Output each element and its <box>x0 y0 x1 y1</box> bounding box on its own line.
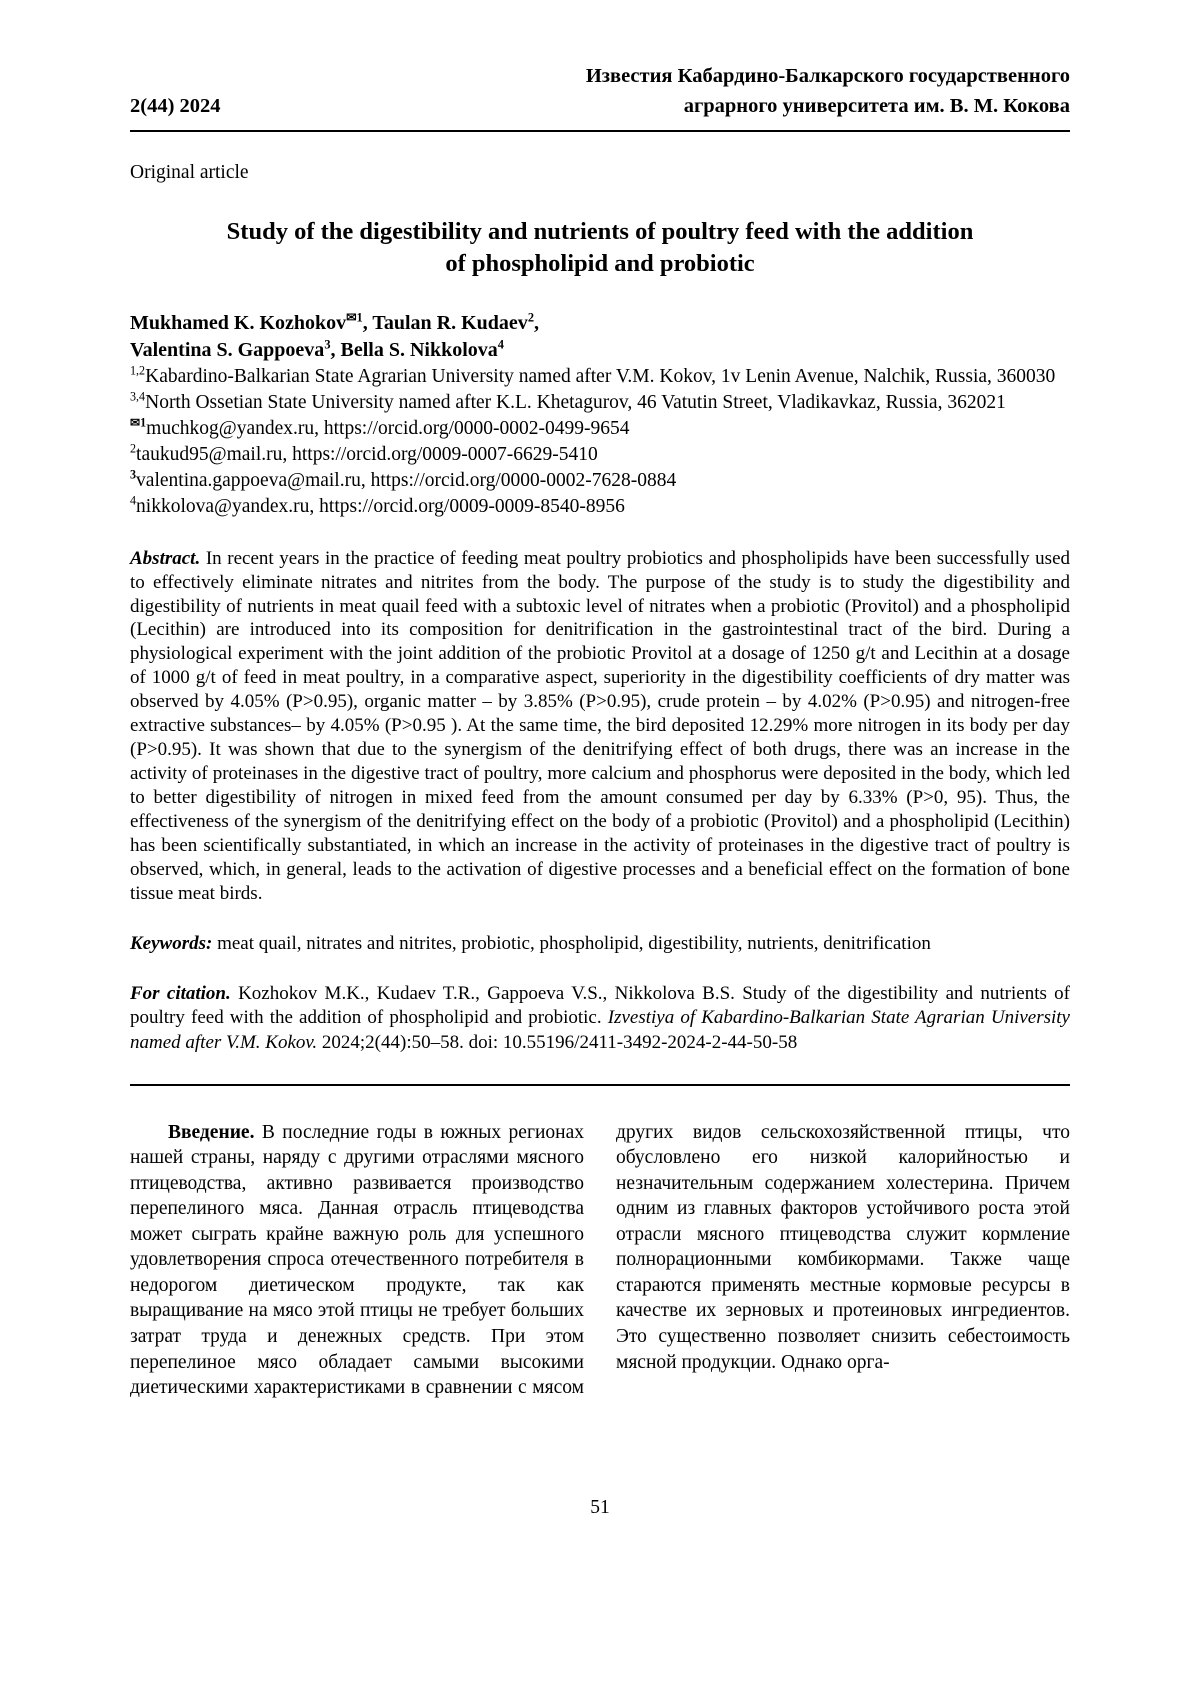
journal-name-line-2: аграрного университета им. В. М. Кокова <box>683 94 1070 117</box>
author-4-marker: 4 <box>497 337 504 352</box>
contact-1-email-orcid: muchkog@yandex.ru, https://orcid.org/0000-0002-0499-9654 <box>146 417 630 439</box>
contact-4-sup: 4 <box>130 493 137 508</box>
article-title <box>130 216 1070 280</box>
contact-line-3 <box>130 468 1070 494</box>
contact-1-sup: ✉1 <box>130 415 147 430</box>
contact-line-2 <box>130 442 1070 468</box>
introduction-text: В последние годы в южных регионах нашей страны, наряду с другими отраслями мясного птицеводства, активно развивается производство перепелиного мяса. Данная отрасль птицеводства может сыграть крайне важную роль для успешного удовлетворения спроса отечественного потребителя в недорогом диетическом продукте, так как выращивание на мясо этой птицы не требует больших затрат труда и денежных средств. При этом перепелиное мясо обладает самыми высокими диетическими характеристиками в сравнении с мясом других видов сельскохозяйственной птицы, что обусловлено его низкой калорийностью и незначительным содержанием холестерина. Причем одним из главных факторов устойчивого роста этой отрасли мясного птицеводства служит кормление полнорационными комбикормами. Также чаще стараются применять местные кормовые ресурсы в качестве их зерновых и протеиновых ингредиентов. Это существенно позволяет снизить себестоимость мясной продукции. Однако орга- <box>130 1121 1070 1399</box>
author-name-2: Taulan R. Kudaev <box>372 312 528 335</box>
keywords-text: meat quail, nitrates and nitrites, probiotic, phospholipid, digestibility, nutrients, denitrification <box>217 932 931 954</box>
abstract-label: Abstract. <box>130 547 201 569</box>
author-separator: , <box>362 312 373 335</box>
article-type-label: Original article <box>130 162 249 184</box>
affiliation-2-text: North Ossetian State University named after K.L. Khetagurov, 46 Vatutin Street, Vladikavkaz, Russia, 362021 <box>145 392 1006 414</box>
contact-3-email-orcid: valentina.gappoeva@mail.ru, https://orcid.org/0000-0002-7628-0884 <box>136 469 677 491</box>
header-rule <box>130 130 1070 132</box>
body-columns <box>130 1120 1070 1401</box>
author-2-marker: 2 <box>527 310 535 325</box>
abstract-paragraph <box>130 547 1070 906</box>
citation-label: For citation. <box>130 982 231 1004</box>
contact-4-email-orcid: nikkolova@yandex.ru, https://orcid.org/0009-0009-8540-8956 <box>136 495 625 517</box>
keywords-label: Keywords: <box>130 932 213 954</box>
citation-issue-doi: 2024;2(44):50–58. doi: 10.55196/2411-3492-2024-2-44-50-58 <box>321 1032 798 1054</box>
author-name-1: Mukhamed K. Kozhokov <box>130 312 347 335</box>
contact-2-sup: 2 <box>130 441 137 456</box>
article-title-line-1: Study of the digestibility and nutrients of poultry feed with the addition <box>226 218 974 246</box>
citation-paragraph <box>130 982 1070 1056</box>
contact-3-sup: 3 <box>130 467 137 482</box>
citation-journal-name: Izvestiya of Kabardino-Balkarian State Agrarian University named after V.M. Kokov. <box>130 1007 1070 1054</box>
contact-2-email-orcid: taukud95@mail.ru, https://orcid.org/0009-0007-6629-5410 <box>136 443 598 465</box>
citation-authors-title: Kozhokov M.K., Kudaev T.R., Gappoeva V.S., Nikkolova B.S. Study of the digestibility and nutrients of poultry feed with the addition of phospholipid and probiotic. <box>130 982 1071 1029</box>
keywords-paragraph <box>130 932 1070 956</box>
introduction-paragraph <box>130 1120 1070 1401</box>
contact-line-4 <box>130 494 1070 520</box>
affiliation-1-text: Kabardino-Balkarian State Agrarian University named after V.M. Kokov, 1v Lenin Avenue, Nalchik, Russia, 360030 <box>145 366 1056 388</box>
affiliation-2-sup: 3,4 <box>130 389 146 404</box>
author-1-corresponding-marker: ✉1 <box>346 310 363 325</box>
contact-line-1 <box>130 416 1070 442</box>
article-title-line-2: of phospholipid and probiotic <box>445 250 755 278</box>
issue-number: 2(44) 2024 <box>130 94 221 117</box>
affiliation-1-sup: 1,2 <box>130 363 146 378</box>
journal-header <box>130 62 1070 121</box>
affiliation-2 <box>130 390 1070 416</box>
author-name-3: Valentina S. Gappoeva <box>130 339 325 362</box>
journal-name-line-1: Известия Кабардино-Балкарского государственного <box>585 65 1070 87</box>
page-number: 51 <box>590 1497 610 1518</box>
introduction-lead: Введение. <box>168 1121 255 1143</box>
author-separator: , <box>330 339 341 362</box>
author-separator: , <box>534 312 540 335</box>
authors-line-2 <box>130 337 1070 364</box>
authors-line-1 <box>130 310 1070 337</box>
author-name-4: Bella S. Nikkolova <box>340 339 498 362</box>
section-divider-rule <box>130 1084 1070 1086</box>
journal-name <box>586 62 1070 121</box>
abstract-text: In recent years in the practice of feeding meat poultry probiotics and phospholipids have been successfully used to effectively eliminate nitrates and nitrites from the body. The purpose of the study is to study the digestibility and digestibility of nutrients in meat quail feed with a subtoxic level of nitrates when a probiotic (Provitol) and a phospholipid (Lecithin) are introduced into its composition for denitrification in the gastrointestinal tract of the bird. During a physiological experiment with the joint addition of the probiotic Provitol at a dosage of 1250 g/t and Lecithin at a dosage of 1000 g/t of feed in meat poultry, in a comparative aspect, superiority in the digestibility coefficients of dry matter was observed by 4.05% (P>0.95), organic matter – by 3.85% (P>0.95), crude protein – by 4.02% (P>0.95) and nitrogen-free extractive substances– by 4.05% (P>0.95 ). At the same time, the bird deposited 12.29% more nitrogen in its body per day (P>0.95). It was shown that due to the synergism of the denitrifying effect of both drugs, there was an increase in the activity of proteinases in the digestive tract of poultry, more calcium and phosphorus were deposited in the body, which led to better digestibility of nitrogen in mixed feed from the amount consumed per day by 6.33% (P>0, 95). Thus, the effectiveness of the synergism of the denitrifying effect on the body of a probiotic (Provitol) and a phospholipid (Lecithin) has been scientifically substantiated, in which an increase in the activity of proteinases in the digestive tract of poultry is observed, which, in general, leads to the activation of digestive processes and a beneficial effect on the formation of bone tissue meat birds. <box>130 547 1070 904</box>
author-3-marker: 3 <box>324 337 331 352</box>
affiliation-1 <box>130 364 1070 390</box>
